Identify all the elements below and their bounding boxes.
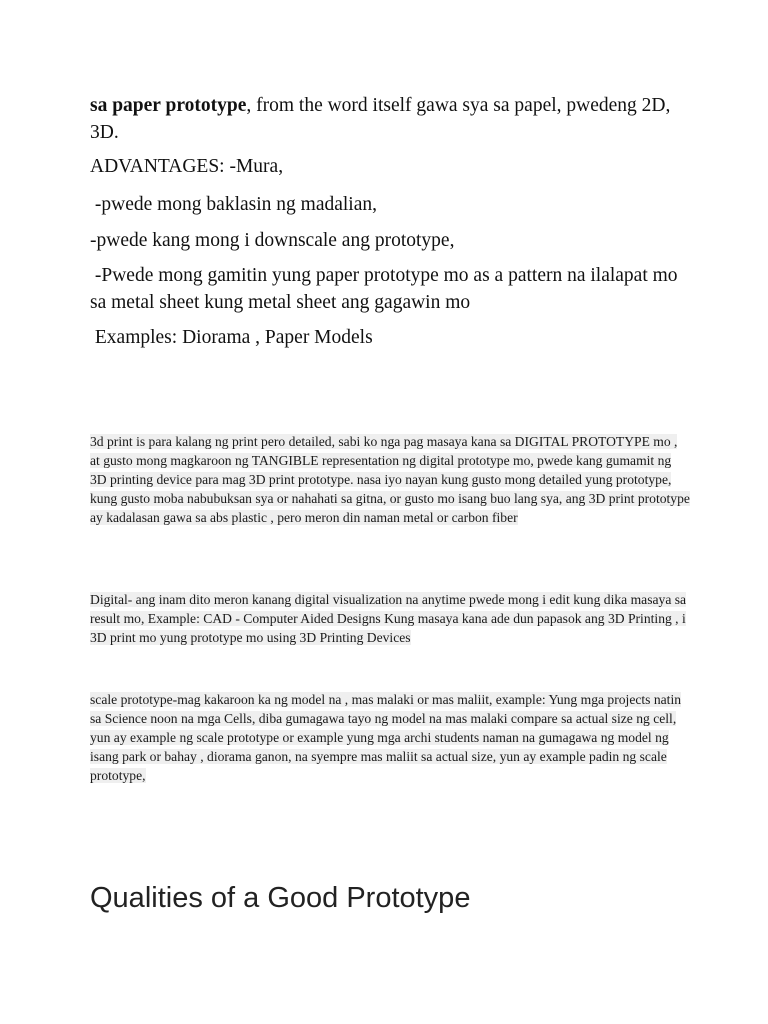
- scale-prototype-text: scale prototype-mag kakaroon ka ng model na , mas malaki or mas maliit, example: Yung mga projects natin sa Science noon na mga Cells, diba gumagawa tayo ng model na mas malaki compare sa actual size ng cell, yun ay example ng scale prototype or example yung mga archi students naman na gumagawa ng model ng isang park or bahay , diorama ganon, na syempre mas maliit sa actual size, yun ay example padin ng scale prototype,: [90, 692, 682, 783]
- paper-prototype-term: sa paper prototype: [90, 95, 247, 116]
- print-3d-text: 3d print is para kalang ng print pero detailed, sabi ko nga pag masaya kana sa DIGITAL PROTOTYPE mo , at gusto mong magkaroon ng TANGIBLE representation ng digital prototype mo, pwede kang gumamit ng 3D printing device para mag 3D print prototype. nasa iyo nayan kung gusto mong detailed yung prototype, kung gusto moba nabubuksan sya or nahahati sa gitna, or gusto mo isang buo lang sya, ang 3D print prototype ay kadalasan gawa sa abs plastic , pero meron din naman metal or carbon fiber: [90, 434, 690, 525]
- advantages-line-3: -pwede kang mong i downscale ang prototype,: [90, 230, 455, 251]
- advantages-line-1: ADVANTAGES: -Mura,: [90, 156, 284, 177]
- digital-text: Digital- ang inam dito meron kanang digital visualization na anytime pwede mong i edit kung dika masaya sa result mo, Example: CAD - Computer Aided Designs Kung masaya kana ade dun papasok ang 3D Printing , i 3D print mo yung prototype mo using 3D Printing Devices: [90, 592, 687, 645]
- paper-prototype-paragraph: [90, 92, 680, 146]
- examples-line: Examples: Diorama , Paper Models: [90, 327, 373, 348]
- print-3d-paragraph: [90, 432, 690, 527]
- advantages-line-2: -pwede mong baklasin ng madalian,: [90, 194, 378, 215]
- digital-paragraph: [90, 590, 690, 647]
- advantages-line-4: -Pwede mong gamitin yung paper prototype mo as a pattern na ilalapat mo sa metal sheet kung metal sheet ang gagawin mo: [90, 265, 683, 313]
- scale-prototype-paragraph: [90, 690, 690, 785]
- paper-prototype-definition: , from the word itself gawa sya sa papel, pwedeng 2D, 3D.: [90, 95, 671, 143]
- section-heading: Qualities of a Good Prototype: [90, 882, 471, 914]
